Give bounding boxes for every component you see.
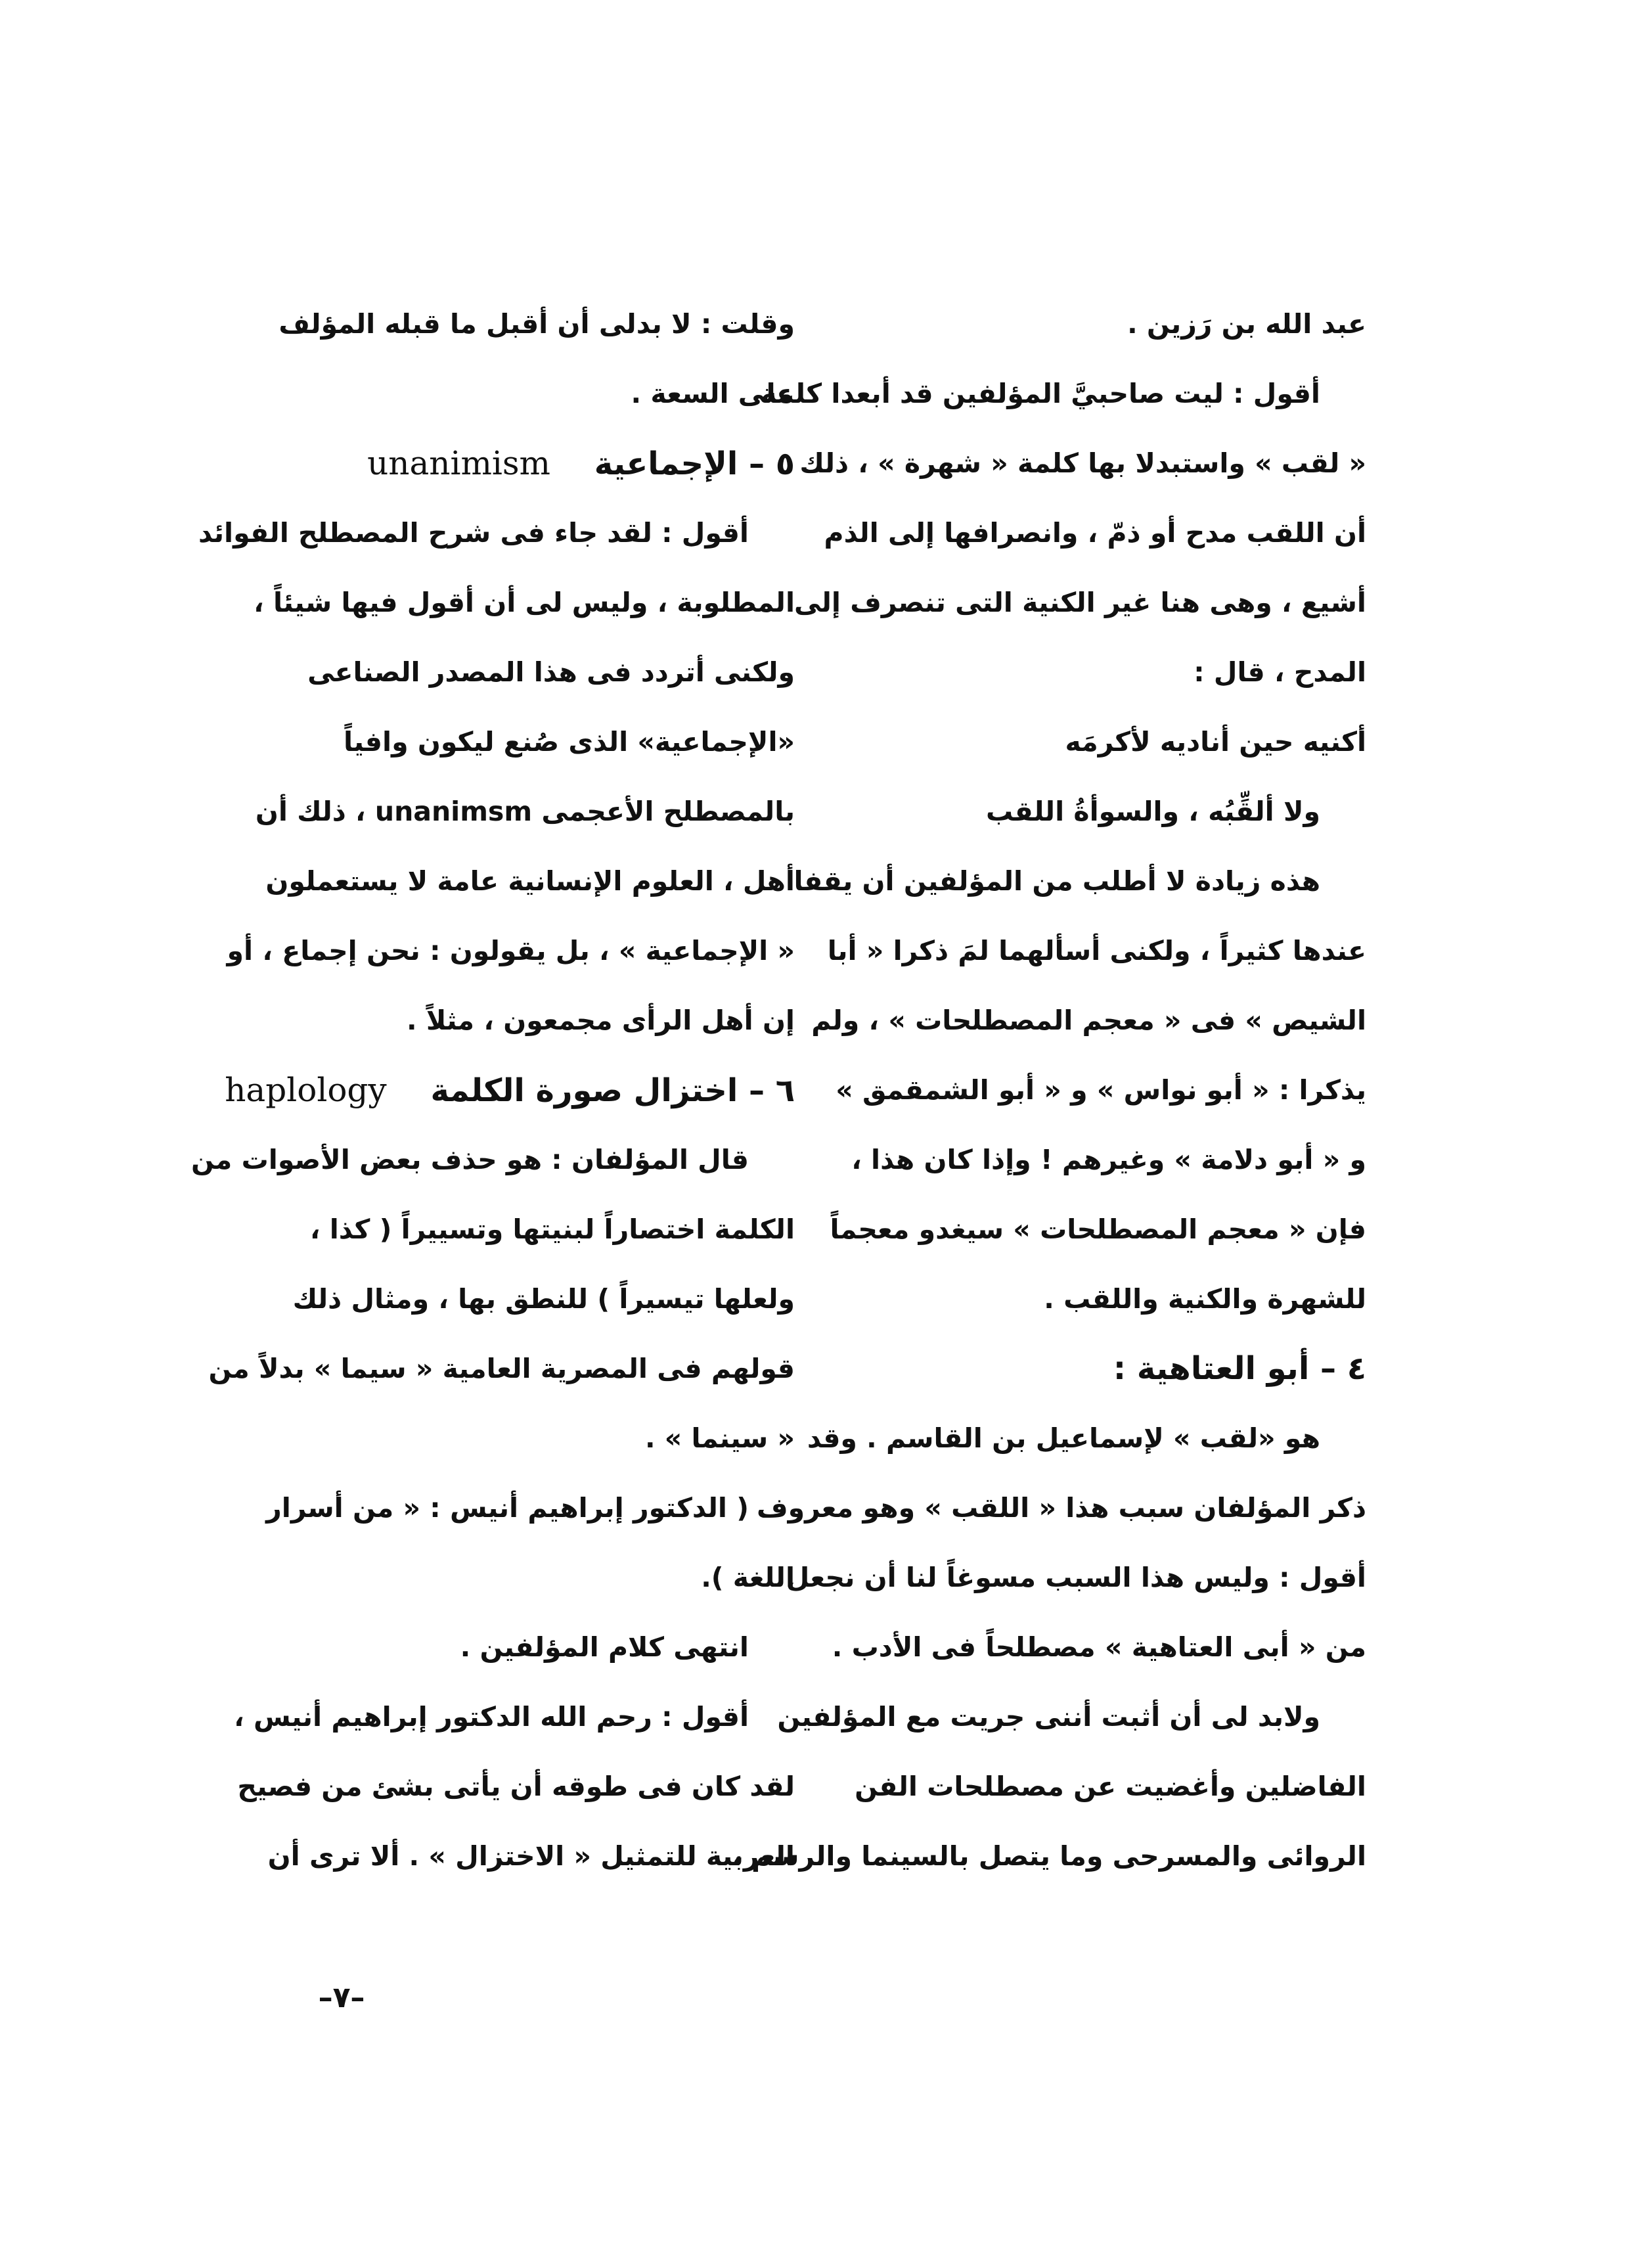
text-line: عندها كثيراً ، ولكنى أسألهما لمَ ذكرا « أبا bbox=[827, 935, 1366, 966]
left-column bbox=[191, 289, 795, 1891]
section-heading: ٤ – أبو العتاهية : bbox=[1113, 1350, 1366, 1387]
text-line: أشيع ، وهى هنا غير الكنية التى تنصرف إلى bbox=[794, 587, 1366, 618]
text-line: أقول : لقد جاء فى شرح المصطلح الفوائد bbox=[198, 517, 749, 549]
text-line: أن اللقب مدح أو ذمّ ، وانصرافها إلى الذم bbox=[824, 517, 1366, 549]
section-heading-latin: unanimism bbox=[367, 444, 550, 482]
text-line: أهل ، العلوم الإنسانية عامة لا يستعملون bbox=[265, 865, 795, 897]
text-line: عبد الله بن رَزين . bbox=[1127, 308, 1366, 340]
text-line: المدح ، قال : bbox=[1194, 656, 1366, 688]
text-line: هو «لقب » لإسماعيل بن القاسم . وقد bbox=[807, 1422, 1320, 1454]
text-line: أقول : ليت صاحبيَّ المؤلفين قد أبعدا كلمة bbox=[761, 378, 1320, 409]
text-line: يذكرا : « أبو نواس » و « أبو الشمقمق » bbox=[836, 1074, 1366, 1106]
text-line: « سينما » . bbox=[644, 1422, 795, 1454]
text-line: « الإجماعية » ، بل يقولون : نحن إجماع ، أو bbox=[227, 935, 795, 966]
poem-verse: أكنيه حين أناديه لأكرمَه bbox=[1065, 726, 1366, 758]
text-line: للشهرة والكنية واللقب . bbox=[1044, 1283, 1366, 1315]
text-line: ذكر المؤلفان سبب هذا « اللقب » وهو معروف bbox=[757, 1492, 1366, 1524]
text-line: المطلوبة ، وليس لى أن أقول فيها شيئاً ، bbox=[254, 587, 795, 618]
text-line: ولعلها تيسيراً ) للنطق بها ، ومثال ذلك bbox=[292, 1283, 795, 1315]
text-line: لقد كان فى طوقه أن يأتى بشئ من فصيح bbox=[237, 1771, 795, 1802]
text-line: وقلت : لا بدلى أن أقبل ما قبله المؤلف bbox=[279, 308, 795, 340]
text-line: العربية للتمثيل « الاختزال » . ألا ترى أن bbox=[267, 1840, 795, 1872]
text-line: قال المؤلفان : هو حذف بعض الأصوات من bbox=[191, 1144, 749, 1175]
text-line: الشيص » فى « معجم المصطلحات » ، ولم bbox=[811, 1005, 1366, 1036]
text-line: من « أبى العتاهية » مصطلحاً فى الأدب . bbox=[832, 1631, 1366, 1663]
text-line: ولابد لى أن أثبت أننى جريت مع المؤلفين bbox=[777, 1701, 1320, 1733]
text-line: أقول : وليس هذا السبب مسوغاً لنا أن نجعل bbox=[786, 1562, 1366, 1593]
text-line: ( الدكتور إبراهيم أنيس : « من أسرار bbox=[266, 1492, 749, 1524]
section-heading-6 bbox=[225, 1055, 795, 1125]
text-line: « لقب » واستبدلا بها كلمة « شهرة » ، ذلك bbox=[799, 447, 1366, 479]
text-line: ولكنى أتردد فى هذا المصدر الصناعى bbox=[307, 656, 795, 688]
text-line: قولهم فى المصرية العامية « سيما » بدلاً من bbox=[208, 1353, 795, 1384]
text-line: إن أهل الرأى مجمعون ، مثلاً . bbox=[406, 1005, 795, 1036]
text-line: بالمصطلح الأعجمى unanimsm ، ذلك أن bbox=[255, 796, 795, 827]
text-line: و « أبو دلامة » وغيرهم ! وإذا كان هذا ، bbox=[851, 1144, 1366, 1175]
section-heading-5 bbox=[269, 428, 795, 498]
section-heading-latin: haplology bbox=[225, 1071, 387, 1109]
text-line: «الإجماعية» الذى صُنع ليكون وافياً bbox=[344, 726, 795, 758]
text-line: أقول : رحم الله الدكتور إبراهيم أنيس ، bbox=[234, 1701, 749, 1733]
page-number: –٧– bbox=[318, 1981, 365, 2014]
poem-verse: ولا ألقِّبُه ، والسوأةُ اللقب bbox=[986, 796, 1320, 827]
text-line: الكلمة اختصاراً لبنيتها وتسييراً ( كذا ، bbox=[309, 1213, 795, 1245]
text-line: الروائى والمسرحى وما يتصل بالسينما والرسم ، bbox=[732, 1840, 1366, 1872]
text-line: اللغة ). bbox=[701, 1562, 795, 1593]
text-line: فإن « معجم المصطلحات » سيغدو معجماً bbox=[830, 1213, 1366, 1245]
section-heading-arabic: ٥ – الإجماعية bbox=[594, 445, 795, 482]
section-heading-arabic: ٦ – اختزال صورة الكلمة bbox=[430, 1072, 795, 1109]
text-line: انتهى كلام المؤلفين . bbox=[460, 1631, 749, 1663]
text-line: على السعة . bbox=[631, 378, 795, 409]
text-line: هذه زيادة لا أطلب من المؤلفين أن يقفا bbox=[793, 865, 1320, 897]
text-line: الفاضلين وأغضيت عن مصطلحات الفن bbox=[855, 1771, 1366, 1802]
